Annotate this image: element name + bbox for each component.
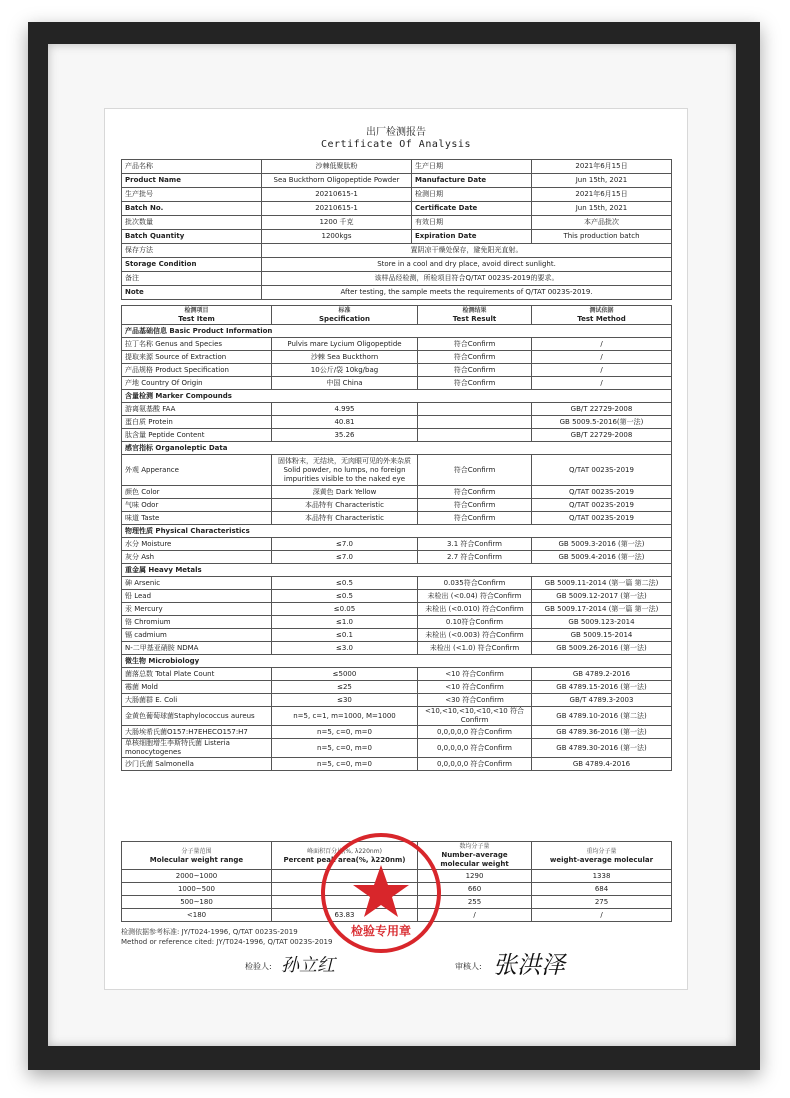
test-method: GB/T 22729-2008 [532,429,672,442]
method-cited-en: Method or reference cited: JY/T024-1996, Q/TAT 0023S-2019 [121,938,333,946]
test-result: 0,0,0,0,0 符合Confirm [418,726,532,739]
inspector-signature: 孙立红 [281,955,335,976]
test-result: 未检出 (<0.04) 符合Confirm [418,590,532,603]
test-item: 金黄色葡萄球菌Staphylococcus aureus [122,707,272,726]
test-item: 外观 Apperance [122,455,272,486]
test-spec: ≤0.5 [272,590,418,603]
test-spec: ≤0.5 [272,577,418,590]
test-item: 大肠菌群 E. Coli [122,694,272,707]
test-method: GB 5009.11-2014 (第一篇 第二法) [532,577,672,590]
test-method: GB 4789.10-2016 (第二法) [532,707,672,726]
test-result: 符合Confirm [418,512,532,525]
test-spec: ≤0.05 [272,603,418,616]
test-method: GB 4789.36-2016 (第一法) [532,726,672,739]
section-header: 物理性质 Physical Characteristics [122,525,672,538]
test-spec: ≤1.0 [272,616,418,629]
test-method: / [532,351,672,364]
test-row [122,486,672,499]
test-method: Q/TAT 0023S-2019 [532,512,672,525]
test-item: 味道 Taste [122,512,272,525]
test-result: <30 符合Confirm [418,694,532,707]
test-spec: n=5, c=0, m=0 [272,758,418,771]
test-spec: 本品特有 Characteristic [272,499,418,512]
section-header: 产品基础信息 Basic Product Information [122,325,672,338]
test-row [122,551,672,564]
title-chinese: 出厂检测报告 [366,127,426,138]
test-method: Q/TAT 0023S-2019 [532,486,672,499]
test-spec: ≤7.0 [272,538,418,551]
test-result [418,429,532,442]
product-info-table [121,159,672,300]
test-row [122,351,672,364]
test-row [122,694,672,707]
test-spec: ≤25 [272,681,418,694]
test-method: GB 4789.4-2016 [532,758,672,771]
test-result: 0.10符合Confirm [418,616,532,629]
test-spec: ≤5000 [272,668,418,681]
test-item: 铬 Chromium [122,616,272,629]
test-row [122,668,672,681]
test-result: <10 符合Confirm [418,681,532,694]
test-method: GB 4789.15-2016 (第一法) [532,681,672,694]
info-row-cn: 产品名称 沙棘低聚肽粉 生产日期 2021年6月15日 [122,160,672,174]
test-method: GB 5009.4-2016 (第一法) [532,551,672,564]
test-item: 沙门氏菌 Salmonella [122,758,272,771]
test-result: 0.035符合Confirm [418,577,532,590]
test-row [122,629,672,642]
test-result: 符合Confirm [418,377,532,390]
test-row [122,403,672,416]
test-method: GB 5009.15-2014 [532,629,672,642]
test-item: 单核细胞增生李斯特氏菌 Listeria monocytogenes [122,739,272,758]
test-row [122,726,672,739]
test-result: <10 符合Confirm [418,668,532,681]
test-header-row: 检测项目 Test Item 标准 Specification 检测结果 Test Result 测试依据 Test Method [122,306,672,325]
test-row [122,538,672,551]
test-result: 0,0,0,0,0 符合Confirm [418,758,532,771]
test-item: 铅 Lead [122,590,272,603]
note-row-en: Note After testing, the sample meets the requirements of Q/TAT 0023S-2019. [122,286,672,300]
reviewer-signature: 张洪泽 [493,951,565,979]
test-method: GB 5009.17-2014 (第一篇 第一法) [532,603,672,616]
test-result: 符合Confirm [418,338,532,351]
test-method: GB 5009.3-2016 (第一法) [532,538,672,551]
test-row [122,416,672,429]
info-row-cn: 生产批号 20210615-1 检测日期 2021年6月15日 [122,188,672,202]
section-header: 感官指标 Organoleptic Data [122,442,672,455]
test-method: GB/T 22729-2008 [532,403,672,416]
test-item: 水分 Moisture [122,538,272,551]
test-spec: 中国 China [272,377,418,390]
test-spec: 沙棘 Sea Buckthorn [272,351,418,364]
test-method: / [532,377,672,390]
test-row [122,377,672,390]
test-item: 镉 cadmium [122,629,272,642]
storage-row-en: Storage Condition Store in a cool and dry place, avoid direct sunlight. [122,258,672,272]
test-method: GB 5009.26-2016 (第一法) [532,642,672,655]
test-item: 蛋白质 Protein [122,416,272,429]
test-row [122,590,672,603]
test-spec: 4.995 [272,403,418,416]
test-result: 0,0,0,0,0 符合Confirm [418,739,532,758]
test-method: GB 5009.123-2014 [532,616,672,629]
title-english: Certificate Of Analysis [321,139,471,150]
mw-row: 1000~500 660 684 [122,883,672,896]
reviewer-label: 审核人: [455,962,482,971]
test-item: 汞 Mercury [122,603,272,616]
test-item: 颜色 Color [122,486,272,499]
test-row [122,739,672,758]
test-result: 3.1 符合Confirm [418,538,532,551]
test-item: 霉菌 Mold [122,681,272,694]
test-result: 符合Confirm [418,486,532,499]
test-result: 未检出 (<0.010) 符合Confirm [418,603,532,616]
test-spec: ≤3.0 [272,642,418,655]
test-result [418,403,532,416]
test-spec: 35.26 [272,429,418,442]
test-row [122,512,672,525]
test-results-table [121,305,672,771]
note-row-cn: 备注 该样品经检测，所检项目符合Q/TAT 0023S-2019的要求。 [122,272,672,286]
method-cited-cn: 检测依据参考标准: JY/T024-1996, Q/TAT 0023S-2019 [121,928,298,936]
test-method: GB 4789.2-2016 [532,668,672,681]
test-row [122,616,672,629]
inspector-label: 检验人: [245,962,272,971]
test-spec: 10公斤/袋 10kg/bag [272,364,418,377]
info-row-cn: 批次数量 1200 千克 有效日期 本产品批次 [122,216,672,230]
test-row [122,499,672,512]
test-spec: ≤0.1 [272,629,418,642]
company-seal-stamp [319,831,443,955]
test-item: 提取来源 Source of Extraction [122,351,272,364]
test-row [122,681,672,694]
test-result: 符合Confirm [418,455,532,486]
test-method: / [532,364,672,377]
test-row [122,338,672,351]
test-row [122,758,672,771]
test-row [122,707,672,726]
test-method: GB 4789.30-2016 (第一法) [532,739,672,758]
test-row [122,642,672,655]
test-item: 大肠埃希氏菌O157:H7EHECO157:H7 [122,726,272,739]
test-result: 未检出 (<0.003) 符合Confirm [418,629,532,642]
mw-header-row: 分子量范围 Molecular weight range 峰面积百分比(%, λ220nm) Percent peak area(%, λ220nm) 数均分子量 Number-average molecular weight 重均分子量 weight-average molecular [122,842,672,870]
test-result: 符合Confirm [418,364,532,377]
test-item: 产地 Country Of Origin [122,377,272,390]
test-result: <10,<10,<10,<10,<10 符合Confirm [418,707,532,726]
test-result: 2.7 符合Confirm [418,551,532,564]
test-row [122,603,672,616]
section-header: 含量检测 Marker Compounds [122,390,672,403]
test-item: 菌落总数 Total Plate Count [122,668,272,681]
test-method: / [532,338,672,351]
test-item: 灰分 Ash [122,551,272,564]
test-result [418,416,532,429]
test-item: 肽含量 Peptide Content [122,429,272,442]
section-header: 重金属 Heavy Metals [122,564,672,577]
test-item: N-二甲基亚硝胺 NDMA [122,642,272,655]
mw-row: 2000~1000 1290 1338 [122,870,672,883]
test-item: 气味 Odor [122,499,272,512]
test-row [122,577,672,590]
test-result: 符合Confirm [418,499,532,512]
test-row [122,455,672,486]
test-method: Q/TAT 0023S-2019 [532,455,672,486]
test-spec: 40.81 [272,416,418,429]
test-item: 拉丁名称 Genus and Species [122,338,272,351]
test-spec: ≤7.0 [272,551,418,564]
test-spec: ≤30 [272,694,418,707]
test-spec: Pulvis mare Lycium Oligopeptide [272,338,418,351]
info-row-en: Batch Quantity 1200kgs Expiration Date This production batch [122,230,672,244]
test-spec: n=5, c=0, m=0 [272,739,418,758]
info-row-en: Product Name Sea Buckthorn Oligopeptide Powder Manufacture Date Jun 15th, 2021 [122,174,672,188]
storage-row-cn: 保存方法 置阴凉干燥处保存，避免阳光直射。 [122,244,672,258]
test-result: 未检出 (<1.0) 符合Confirm [418,642,532,655]
mw-row: <180 63.83 / / [122,909,672,922]
test-item: 砷 Arsenic [122,577,272,590]
mw-row: 500~180 255 275 [122,896,672,909]
certificate-document [104,108,688,990]
test-method: GB 5009.12-2017 (第一法) [532,590,672,603]
test-row [122,429,672,442]
test-spec: 本品特有 Characteristic [272,512,418,525]
test-method: Q/TAT 0023S-2019 [532,499,672,512]
info-row-en: Batch No. 20210615-1 Certificate Date Jun 15th, 2021 [122,202,672,216]
test-spec: n=5, c=0, m=0 [272,726,418,739]
section-header: 微生物 Microbiology [122,655,672,668]
test-item: 产品规格 Product Specification [122,364,272,377]
test-method: GB 5009.5-2016(第一法) [532,416,672,429]
test-row [122,364,672,377]
test-spec: n=5, c=1, m=1000, M=1000 [272,707,418,726]
svg-text:检验专用章: 检验专用章 [350,924,412,938]
test-result: 符合Confirm [418,351,532,364]
test-method: GB/T 4789.3-2003 [532,694,672,707]
test-item: 游离氨基酸 FAA [122,403,272,416]
test-spec: 固体粉末，无结块，无肉眼可见的外来杂质 Solid powder, no lumps, no foreign impurities visible to the naked eye [272,455,418,486]
test-spec: 深黄色 Dark Yellow [272,486,418,499]
